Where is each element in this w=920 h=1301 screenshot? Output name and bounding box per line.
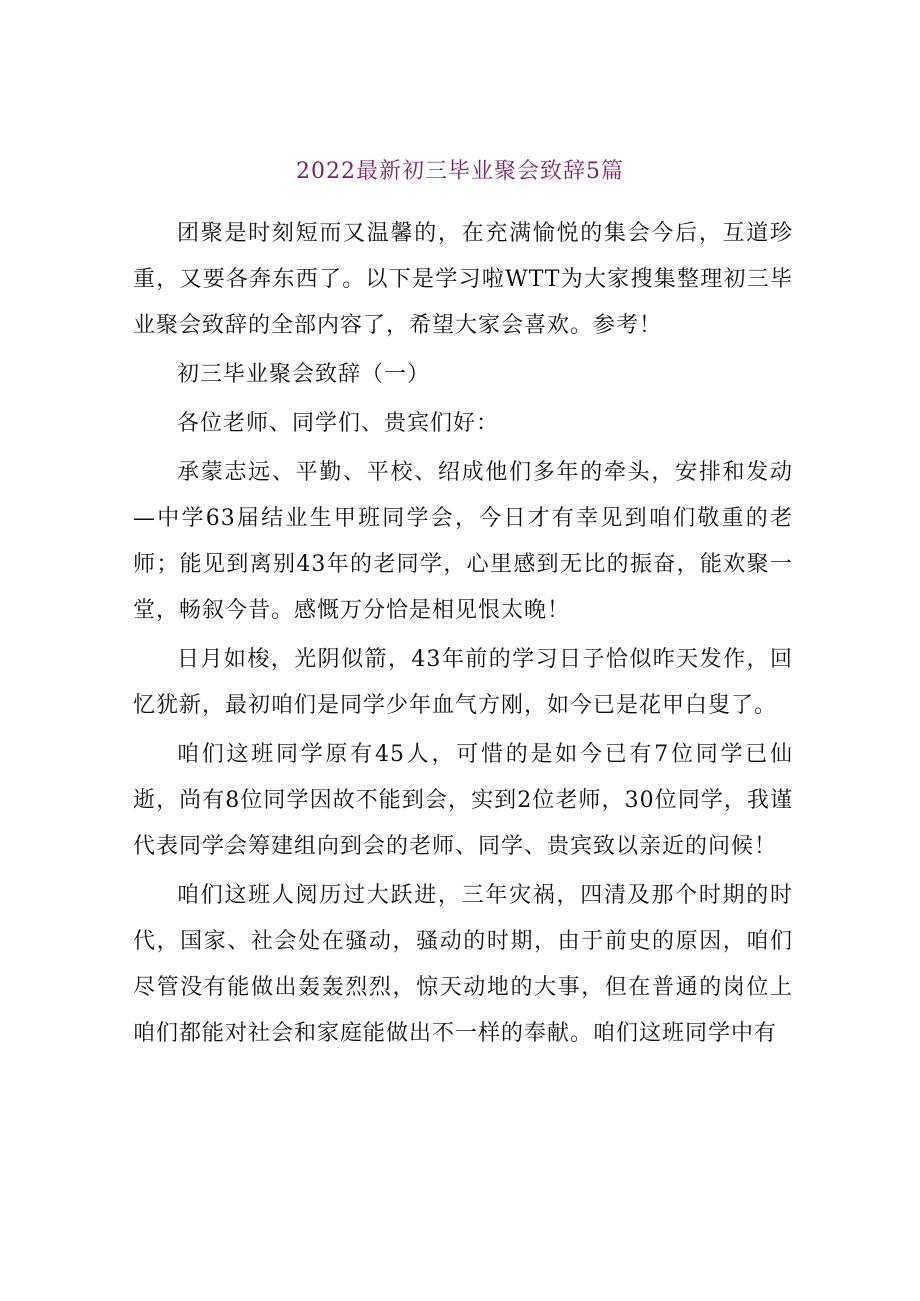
paragraph: 咱们这班人阅历过大跃进，三年灾祸，四清及那个时期的时代，国家、社会处在骚动，骚动的时期，由于前史的原因，咱们尽管没有能做出轰轰烈烈，惊天动地的大事，但在普通的岗位上咱们都能对社会和家庭能做出不一样的奉献。咱们这班同学中有 (133, 883, 793, 1046)
paragraph: 承蒙志远、平勤、平校、绍成他们多年的牵头，安排和发动—中学63届结业生甲班同学会，今日才有幸见到咱们敬重的老师；能见到离别43年的老同学，心里感到无比的振奋，能欢聚一堂，畅叙今昔。感慨万分恰是相见恨太晚！ (133, 460, 793, 623)
paragraph-greeting: 各位老师、同学们、贵宾们好： (177, 411, 500, 436)
paragraph-intro: 团聚是时刻短而又温馨的，在充满愉悦的集会今后，互道珍重，又要各奔东西了。以下是学习啦WTT为大家搜集整理初三毕业聚会致辞的全部内容了，希望大家会喜欢。参考！ (133, 221, 793, 338)
document-body (133, 211, 793, 1060)
paragraph: 日月如梭，光阴似箭，43年前的学习日子恰似昨天发作，回忆犹新，最初咱们是同学少年血气方刚，如今已是花甲白叟了。 (133, 647, 793, 718)
document-title: 2022最新初三毕业聚会致辞5篇 (296, 159, 624, 184)
section-heading: 初三毕业聚会致辞（一） (177, 362, 431, 387)
paragraph: 咱们这班同学原有45人，可惜的是如今已有7位同学已仙逝，尚有8位同学因故不能到会，实到2位老师，30位同学，我谨代表同学会筹建组向到会的老师、同学、贵宾致以亲近的问候！ (133, 742, 793, 859)
